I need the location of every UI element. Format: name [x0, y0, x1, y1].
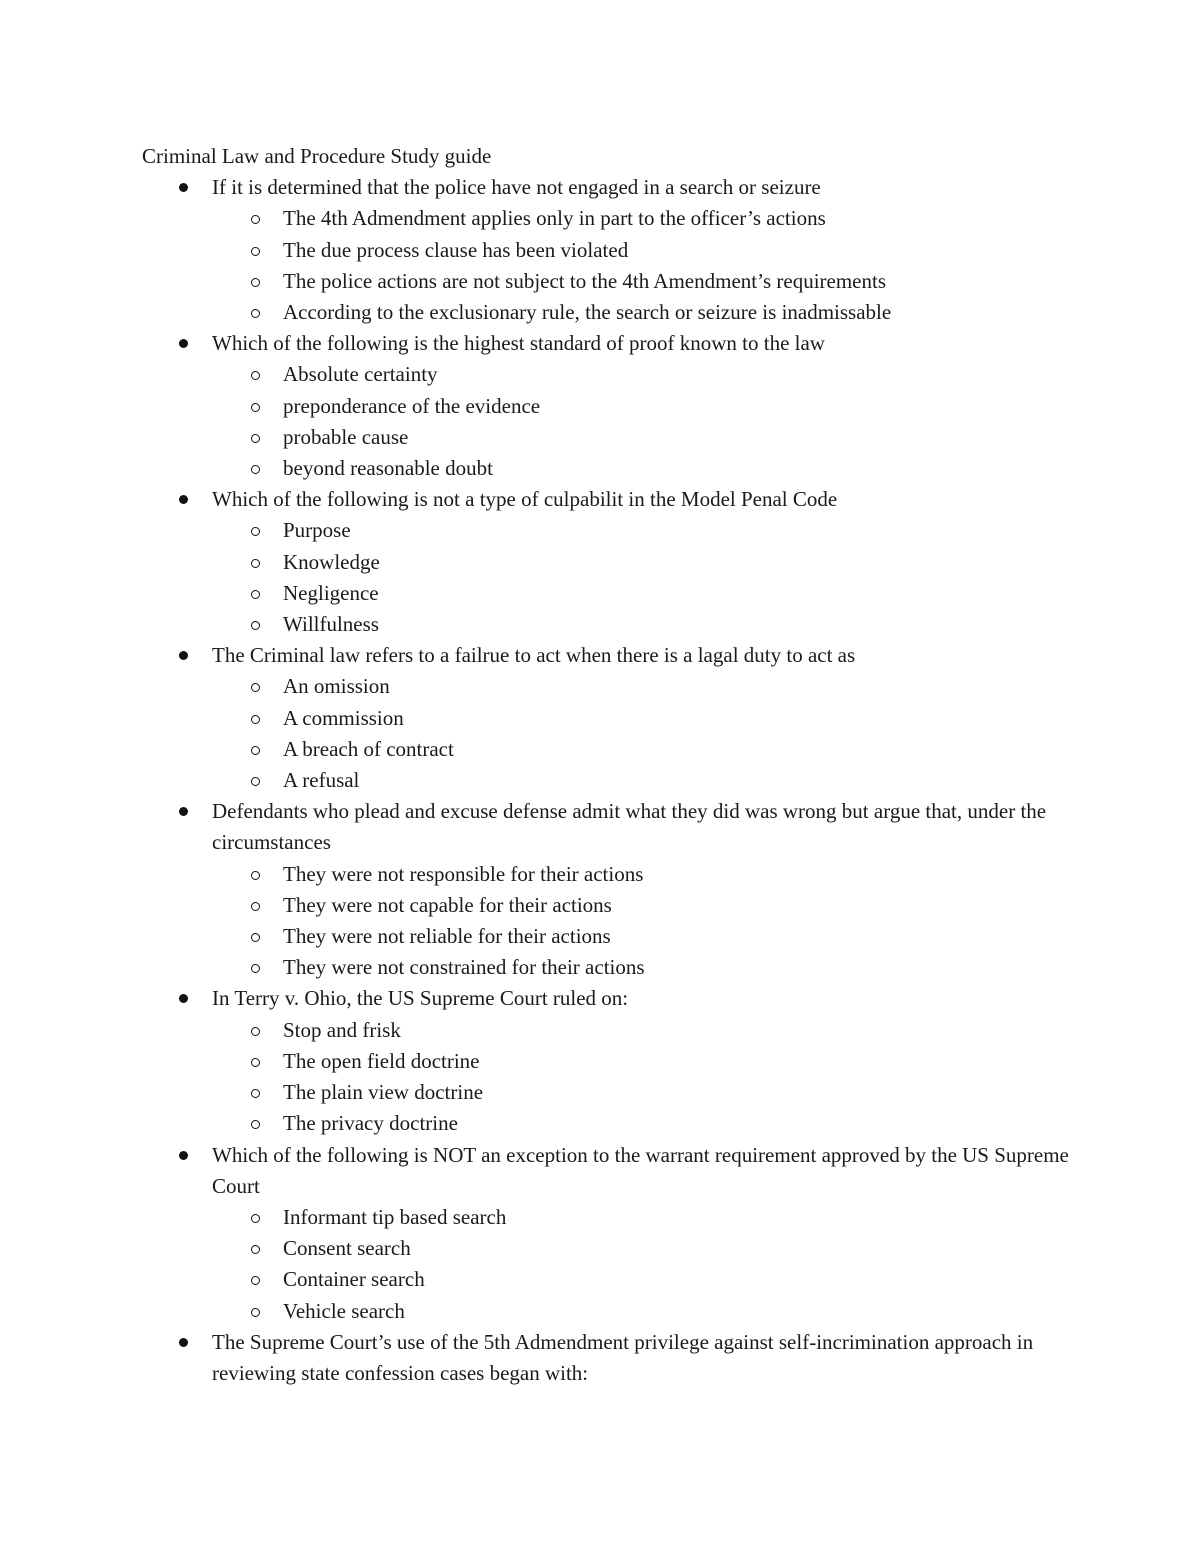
question-item: [142, 983, 1072, 1139]
hollow-circle-bullet-icon: [251, 1214, 260, 1223]
hollow-circle-bullet-icon: [251, 590, 260, 599]
option-list: [212, 671, 1072, 796]
question-item: [142, 640, 1072, 796]
hollow-circle-bullet-icon: [251, 465, 260, 474]
document-body: [142, 141, 1072, 1389]
option-text: They were not reliable for their actions: [283, 924, 611, 949]
hollow-circle-bullet-icon: [251, 247, 260, 256]
hollow-circle-bullet-icon: [251, 683, 260, 692]
question-item: [142, 484, 1072, 640]
hollow-circle-bullet-icon: [251, 1058, 260, 1067]
question-item: [142, 1140, 1072, 1327]
bullet-icon: [179, 495, 188, 504]
option-item: [212, 1264, 1072, 1295]
question-item: [142, 1327, 1072, 1389]
bullet-icon: [179, 1338, 188, 1347]
option-item: [212, 1015, 1072, 1046]
hollow-circle-bullet-icon: [251, 902, 260, 911]
hollow-circle-bullet-icon: [251, 933, 260, 942]
hollow-circle-bullet-icon: [251, 1308, 260, 1317]
option-item: [212, 422, 1072, 453]
option-text: Negligence: [283, 580, 379, 605]
question-text: Which of the following is NOT an exception to the warrant requirement approved by the US Supreme Court: [212, 1142, 1069, 1198]
option-item: [212, 547, 1072, 578]
option-item: [212, 1233, 1072, 1264]
option-text: They were not constrained for their actions: [283, 955, 645, 980]
option-list: [212, 1202, 1072, 1327]
hollow-circle-bullet-icon: [251, 1245, 260, 1254]
option-item: [212, 235, 1072, 266]
hollow-circle-bullet-icon: [251, 621, 260, 630]
question-item: [142, 328, 1072, 484]
bullet-icon: [179, 1151, 188, 1160]
option-text: probable cause: [283, 424, 409, 449]
option-item: [212, 890, 1072, 921]
bullet-icon: [179, 339, 188, 348]
option-text: Purpose: [283, 518, 351, 543]
option-item: [212, 765, 1072, 796]
option-text: Consent search: [283, 1236, 411, 1261]
hollow-circle-bullet-icon: [251, 527, 260, 536]
option-text: An omission: [283, 674, 390, 699]
option-text: The privacy doctrine: [283, 1111, 458, 1136]
question-text: The Criminal law refers to a failrue to act when there is a lagal duty to act as: [212, 643, 856, 668]
question-text: Which of the following is the highest standard of proof known to the law: [212, 331, 825, 356]
option-text: beyond reasonable doubt: [283, 456, 493, 481]
option-item: [212, 1046, 1072, 1077]
option-list: [212, 1015, 1072, 1140]
question-item: [142, 796, 1072, 983]
hollow-circle-bullet-icon: [251, 215, 260, 224]
option-text: Willfulness: [283, 612, 379, 637]
hollow-circle-bullet-icon: [251, 434, 260, 443]
option-item: [212, 609, 1072, 640]
bullet-icon: [179, 807, 188, 816]
option-item: [212, 703, 1072, 734]
option-item: [212, 1202, 1072, 1233]
hollow-circle-bullet-icon: [251, 371, 260, 380]
option-item: [212, 266, 1072, 297]
hollow-circle-bullet-icon: [251, 871, 260, 880]
question-text: Which of the following is not a type of culpabilit in the Model Penal Code: [212, 487, 838, 512]
option-text: The 4th Admendment applies only in part to the officer’s actions: [283, 206, 826, 231]
option-item: [212, 1077, 1072, 1108]
question-item: [142, 172, 1072, 328]
option-text: They were not capable for their actions: [283, 892, 612, 917]
option-list: [212, 515, 1072, 640]
option-text: Vehicle search: [283, 1298, 405, 1323]
option-item: [212, 515, 1072, 546]
option-item: [212, 1296, 1072, 1327]
hollow-circle-bullet-icon: [251, 777, 260, 786]
hollow-circle-bullet-icon: [251, 559, 260, 568]
option-item: [212, 297, 1072, 328]
question-text: In Terry v. Ohio, the US Supreme Court ruled on:: [212, 986, 629, 1011]
hollow-circle-bullet-icon: [251, 278, 260, 287]
hollow-circle-bullet-icon: [251, 746, 260, 755]
option-item: [212, 359, 1072, 390]
option-item: [212, 859, 1072, 890]
option-text: A refusal: [283, 768, 360, 793]
option-list: [212, 359, 1072, 484]
question-text: The Supreme Court’s use of the 5th Admendment privilege against self-incrimination approach in reviewing state confession cases began with:: [212, 1329, 1034, 1385]
bullet-icon: [179, 183, 188, 192]
option-list: [212, 203, 1072, 328]
bullet-icon: [179, 994, 188, 1003]
option-text: Knowledge: [283, 549, 380, 574]
bullet-icon: [179, 651, 188, 660]
document-title: Criminal Law and Procedure Study guide: [142, 144, 492, 168]
hollow-circle-bullet-icon: [251, 309, 260, 318]
option-item: [212, 203, 1072, 234]
option-text: A breach of contract: [283, 736, 454, 761]
hollow-circle-bullet-icon: [251, 403, 260, 412]
question-text: Defendants who plead and excuse defense admit what they did was wrong but argue that, under the circumstances: [212, 799, 1047, 855]
question-text: If it is determined that the police have not engaged in a search or seizure: [212, 175, 821, 200]
option-item: [212, 453, 1072, 484]
option-text: The due process clause has been violated: [283, 237, 629, 262]
option-item: [212, 578, 1072, 609]
option-text: The police actions are not subject to the 4th Amendment’s requirements: [283, 268, 887, 293]
option-text: Stop and frisk: [283, 1017, 401, 1042]
option-text: Container search: [283, 1267, 425, 1292]
option-text: Absolute certainty: [283, 362, 438, 387]
option-text: The open field doctrine: [283, 1048, 480, 1073]
option-item: [212, 952, 1072, 983]
option-item: [212, 1108, 1072, 1139]
option-text: preponderance of the evidence: [283, 393, 541, 418]
option-item: [212, 921, 1072, 952]
option-item: [212, 734, 1072, 765]
option-item: [212, 671, 1072, 702]
option-text: Informant tip based search: [283, 1204, 507, 1229]
hollow-circle-bullet-icon: [251, 1089, 260, 1098]
option-text: A commission: [283, 705, 404, 730]
option-text: The plain view doctrine: [283, 1080, 484, 1105]
option-item: [212, 391, 1072, 422]
hollow-circle-bullet-icon: [251, 715, 260, 724]
hollow-circle-bullet-icon: [251, 1276, 260, 1285]
option-text: They were not responsible for their actions: [283, 861, 644, 886]
question-list: [142, 172, 1072, 1389]
option-text: According to the exclusionary rule, the search or seizure is inadmissable: [283, 300, 892, 325]
option-list: [212, 859, 1072, 984]
hollow-circle-bullet-icon: [251, 1027, 260, 1036]
hollow-circle-bullet-icon: [251, 1120, 260, 1129]
hollow-circle-bullet-icon: [251, 964, 260, 973]
